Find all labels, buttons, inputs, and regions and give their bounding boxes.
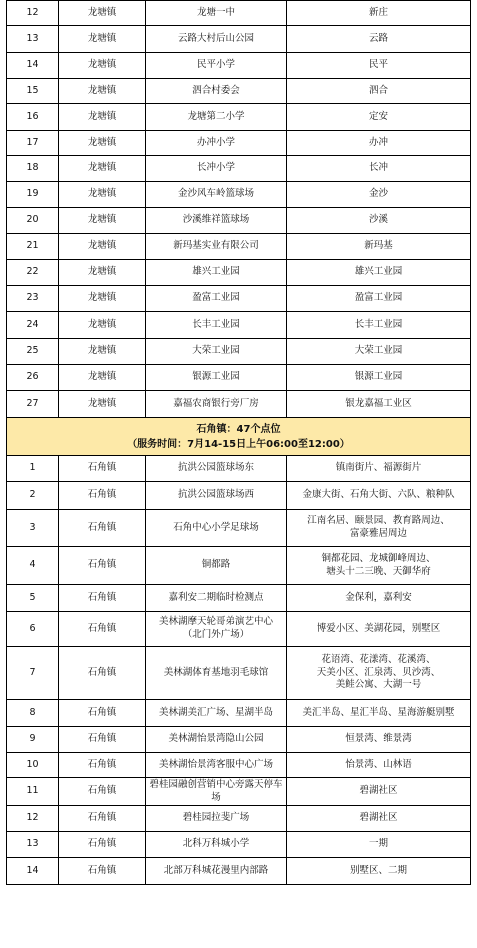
site-name-line: （北门外广场） [182, 629, 250, 640]
row-number: 23 [7, 286, 59, 312]
town-name: 龙塘镇 [59, 131, 146, 156]
table-row [7, 832, 471, 858]
site-name-line: 美林湖体育基地羽毛球馆 [163, 666, 269, 678]
table-row [7, 700, 471, 727]
site-name [146, 585, 287, 612]
site-name [146, 456, 287, 482]
site-name [146, 286, 287, 312]
service-area [287, 312, 471, 339]
row-number: 16 [7, 104, 59, 131]
service-area-line: 怡景湾、山林语 [345, 758, 412, 770]
service-area-line: 泗合 [368, 84, 388, 96]
site-name [146, 53, 287, 79]
service-area [287, 778, 471, 806]
town-name: 石角镇 [59, 832, 146, 858]
table-row [7, 647, 471, 700]
section-header [7, 418, 471, 456]
section-header-line2: （服务时间：7月14-15日上午06:00至12:00） [127, 438, 350, 450]
town-name: 龙塘镇 [59, 208, 146, 234]
town-name: 龙塘镇 [59, 79, 146, 104]
service-area [287, 482, 471, 510]
site-name [146, 156, 287, 182]
service-area-line: 沙溪 [368, 214, 388, 226]
row-number: 25 [7, 339, 59, 365]
row-number: 9 [7, 727, 59, 753]
table-row [7, 156, 471, 182]
row-number: 14 [7, 858, 59, 885]
table-row [7, 365, 471, 391]
row-number: 24 [7, 312, 59, 339]
site-name-line: 云路大村后山公园 [177, 32, 254, 44]
site-name [146, 832, 287, 858]
site-name-line: 美林湖摩天轮哥弟演艺中心 [158, 616, 273, 628]
service-area-line: 镇南街片、福源街片 [335, 462, 422, 474]
row-number: 10 [7, 753, 59, 778]
table-row [7, 286, 471, 312]
site-name [146, 131, 287, 156]
service-area [287, 208, 471, 234]
row-number: 4 [7, 547, 59, 585]
table-row [7, 79, 471, 104]
town-name: 石角镇 [59, 858, 146, 885]
site-name-line: 北部万科城花漫里内部路 [163, 864, 269, 876]
site-name [146, 647, 287, 700]
service-area [287, 26, 471, 53]
table-row [7, 339, 471, 365]
row-number: 3 [7, 510, 59, 547]
site-name-line: 抗洪公园篮球场东 [177, 462, 254, 474]
service-area [287, 104, 471, 131]
service-area [287, 612, 471, 647]
table-row [7, 104, 471, 131]
town-name: 石角镇 [59, 727, 146, 753]
service-area [287, 547, 471, 585]
table-row [7, 312, 471, 339]
site-name [146, 104, 287, 131]
town-name: 龙塘镇 [59, 391, 146, 418]
town-name: 龙塘镇 [59, 286, 146, 312]
service-area-line: 江南名居、颐景园、教育路周边、 [307, 515, 450, 527]
service-area-line: 长冲 [368, 162, 388, 174]
site-name [146, 208, 287, 234]
site-name-line: 碧桂园拉斐广场 [182, 812, 250, 824]
table-row [7, 391, 471, 418]
town-name: 石角镇 [59, 753, 146, 778]
town-name: 龙塘镇 [59, 53, 146, 79]
row-number: 1 [7, 456, 59, 482]
site-name [146, 26, 287, 53]
row-number: 8 [7, 700, 59, 727]
site-name [146, 753, 287, 778]
service-area [287, 339, 471, 365]
row-number: 6 [7, 612, 59, 647]
table-row [7, 260, 471, 286]
service-area [287, 456, 471, 482]
row-number: 7 [7, 647, 59, 700]
site-name [146, 365, 287, 391]
row-number: 12 [7, 1, 59, 26]
table-row [7, 778, 471, 806]
site-name [146, 778, 287, 806]
service-area [287, 131, 471, 156]
site-name-line: 龙塘一中 [196, 6, 235, 18]
row-number: 11 [7, 778, 59, 806]
service-area-line: 碧湖社区 [359, 812, 398, 824]
town-name: 龙塘镇 [59, 1, 146, 26]
service-area [287, 260, 471, 286]
town-name: 龙塘镇 [59, 260, 146, 286]
service-area-line: 新玛基 [364, 240, 393, 252]
site-name-line: 大荣工业园 [192, 345, 240, 357]
service-area [287, 510, 471, 547]
site-name-line: 碧桂园融创营销中心旁露天停车场 [149, 778, 283, 803]
table-row [7, 131, 471, 156]
site-name-line: 长丰工业园 [192, 318, 240, 330]
service-area [287, 832, 471, 858]
service-area-line: 云路 [368, 32, 388, 44]
service-area-line: 金保利，嘉利安 [345, 591, 412, 603]
table-row [7, 456, 471, 482]
town-name: 石角镇 [59, 585, 146, 612]
service-area-line: 办冲 [368, 136, 388, 148]
town-name: 龙塘镇 [59, 339, 146, 365]
service-area [287, 182, 471, 208]
row-number: 17 [7, 131, 59, 156]
service-area [287, 858, 471, 885]
table-row [7, 26, 471, 53]
site-name-line: 雄兴工业园 [192, 266, 240, 278]
service-area-line: 博爱小区、美湖花园，别墅区 [316, 622, 441, 634]
service-area [287, 647, 471, 700]
site-name-line: 美林湖美汇广场、星湖半岛 [158, 706, 273, 718]
table-row [7, 612, 471, 647]
service-area-line: 塘头十二三晚、天御华府 [326, 565, 431, 577]
row-number: 21 [7, 234, 59, 260]
site-name-line: 龙塘第二小学 [187, 110, 245, 122]
site-name [146, 79, 287, 104]
town-name: 石角镇 [59, 547, 146, 585]
service-area-line: 天美小区、汇泉湾、贝沙湾、 [316, 666, 441, 678]
service-area [287, 286, 471, 312]
service-area-line: 金康大街、石角大街、六队、粮种队 [302, 489, 455, 501]
testing-sites-table [6, 0, 471, 885]
site-name [146, 1, 287, 26]
service-area-line: 大荣工业园 [354, 345, 403, 357]
table-row [7, 727, 471, 753]
site-name-line: 嘉福农商银行旁厂房 [173, 397, 259, 409]
site-name [146, 260, 287, 286]
site-name [146, 339, 287, 365]
table-row [7, 547, 471, 585]
town-name: 石角镇 [59, 612, 146, 647]
service-area [287, 53, 471, 79]
site-name-line: 新玛基实业有限公司 [173, 240, 259, 252]
town-name: 石角镇 [59, 778, 146, 806]
service-area [287, 1, 471, 26]
service-area-line: 铜都花园、龙城御峰周边、 [321, 552, 436, 564]
row-number: 18 [7, 156, 59, 182]
service-area-line: 雄兴工业园 [354, 266, 403, 278]
site-name-line: 金沙风车岭篮球场 [177, 188, 254, 200]
site-name-line: 美林湖怡景湾隐山公园 [168, 733, 264, 745]
town-name: 龙塘镇 [59, 365, 146, 391]
site-name [146, 700, 287, 727]
table-row [7, 510, 471, 547]
service-area [287, 700, 471, 727]
row-number: 5 [7, 585, 59, 612]
table-row [7, 182, 471, 208]
service-area-line: 美汇半岛、星汇半岛、星海游艇别墅 [302, 706, 455, 718]
site-name-line: 沙溪维祥篮球场 [182, 214, 250, 226]
table-body [7, 1, 471, 885]
row-number: 15 [7, 79, 59, 104]
site-name [146, 806, 287, 832]
town-name: 石角镇 [59, 700, 146, 727]
site-name-line: 嘉利安二期临时检测点 [168, 591, 264, 603]
service-area-line: 银龙嘉福工业区 [345, 397, 412, 409]
table-row [7, 234, 471, 260]
row-number: 13 [7, 26, 59, 53]
row-number: 14 [7, 53, 59, 79]
row-number: 2 [7, 482, 59, 510]
service-area [287, 365, 471, 391]
service-area-line: 金沙 [368, 188, 388, 200]
service-area [287, 156, 471, 182]
site-name-line: 铜都路 [201, 559, 231, 571]
service-area-line: 银源工业园 [354, 371, 403, 383]
site-name-line: 盈富工业园 [192, 292, 240, 304]
town-name: 石角镇 [59, 482, 146, 510]
site-name [146, 727, 287, 753]
row-number: 22 [7, 260, 59, 286]
site-name [146, 510, 287, 547]
site-name-line: 民平小学 [196, 59, 235, 71]
site-name [146, 547, 287, 585]
site-name-line: 美林湖怡景湾客服中心广场 [158, 758, 273, 770]
service-area-line: 长丰工业园 [354, 318, 403, 330]
service-area-line: 花语湾、花漾湾、花溪湾、 [321, 653, 436, 665]
table-row [7, 53, 471, 79]
town-name: 石角镇 [59, 806, 146, 832]
site-name [146, 312, 287, 339]
row-number: 19 [7, 182, 59, 208]
table-row [7, 208, 471, 234]
service-area-line: 别墅区、二期 [349, 864, 407, 876]
row-number: 13 [7, 832, 59, 858]
site-name-line: 长冲小学 [196, 162, 235, 174]
service-area-line: 定安 [368, 110, 388, 122]
row-number: 12 [7, 806, 59, 832]
town-name: 龙塘镇 [59, 312, 146, 339]
town-name: 石角镇 [59, 510, 146, 547]
site-name-line: 石角中心小学足球场 [173, 521, 259, 533]
service-area-line: 盈富工业园 [354, 292, 403, 304]
table-row [7, 1, 471, 26]
town-name: 龙塘镇 [59, 234, 146, 260]
row-number: 26 [7, 365, 59, 391]
site-name-line: 抗洪公园篮球场西 [177, 489, 254, 501]
service-area-line: 碧湖社区 [359, 785, 398, 797]
town-name: 龙塘镇 [59, 156, 146, 182]
section-header-row [7, 418, 471, 456]
table-row [7, 858, 471, 885]
site-name-line: 泗合村委会 [192, 84, 240, 96]
service-area [287, 806, 471, 832]
service-area [287, 234, 471, 260]
town-name: 龙塘镇 [59, 182, 146, 208]
site-name [146, 234, 287, 260]
service-area-line: 新庄 [368, 6, 388, 18]
service-area [287, 391, 471, 418]
row-number: 27 [7, 391, 59, 418]
table-row [7, 806, 471, 832]
service-area-line: 美鲑公寓、大湖一号 [335, 679, 422, 691]
service-area-line: 一期 [368, 838, 388, 850]
town-name: 石角镇 [59, 456, 146, 482]
site-name-line: 银源工业园 [192, 371, 240, 383]
service-area [287, 585, 471, 612]
service-area-line: 富豪雅居周边 [349, 528, 407, 539]
town-name: 龙塘镇 [59, 26, 146, 53]
site-name [146, 391, 287, 418]
site-name [146, 182, 287, 208]
table-row [7, 482, 471, 510]
town-name: 龙塘镇 [59, 104, 146, 131]
site-name [146, 482, 287, 510]
service-area [287, 79, 471, 104]
service-area-line: 民平 [368, 59, 388, 71]
service-area [287, 753, 471, 778]
table-row [7, 585, 471, 612]
site-name [146, 612, 287, 647]
site-name-line: 办冲小学 [196, 136, 235, 148]
service-area-line: 恒景湾、维景湾 [345, 733, 412, 745]
site-name [146, 858, 287, 885]
table-row [7, 753, 471, 778]
row-number: 20 [7, 208, 59, 234]
site-name-line: 北科万科城小学 [182, 838, 250, 850]
town-name: 石角镇 [59, 647, 146, 700]
service-area [287, 727, 471, 753]
section-header-line1: 石角镇：47个点位 [196, 423, 281, 435]
